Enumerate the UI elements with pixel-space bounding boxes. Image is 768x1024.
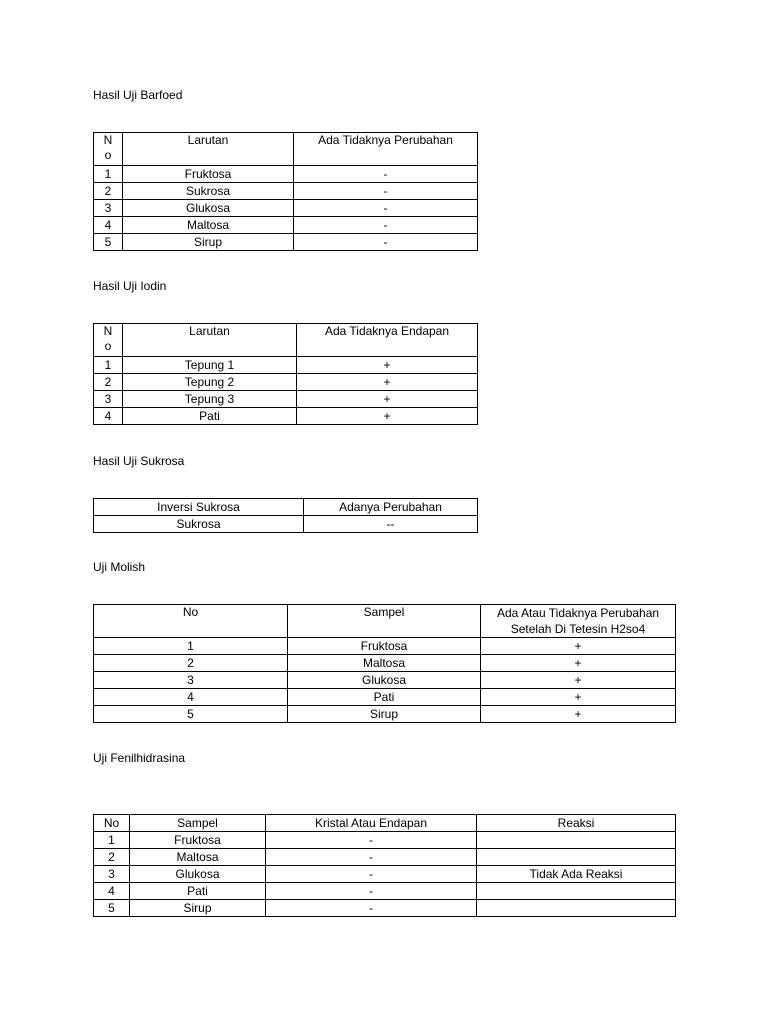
- cell-sampel: Glukosa: [288, 672, 481, 689]
- cell-sampel: Pati: [288, 689, 481, 706]
- header-no: N o: [94, 324, 123, 357]
- table-row: [94, 217, 478, 234]
- cell-larutan: Tepung 3: [123, 391, 297, 408]
- header-no: No: [94, 605, 288, 638]
- cell-larutan: Maltosa: [123, 217, 294, 234]
- table-header-row: [94, 133, 478, 166]
- cell-kristal: -: [266, 866, 477, 883]
- cell-result: +: [297, 374, 478, 391]
- cell-larutan: Sirup: [123, 234, 294, 251]
- cell-reaksi: Tidak Ada Reaksi: [477, 866, 676, 883]
- cell-result: +: [297, 408, 478, 425]
- cell-no: 2: [94, 655, 288, 672]
- cell-sampel: Maltosa: [288, 655, 481, 672]
- header-sampel: Sampel: [288, 605, 481, 638]
- header-sampel: Sampel: [130, 815, 266, 832]
- header-inversi: Inversi Sukrosa: [94, 499, 304, 516]
- cell-no: 4: [94, 408, 123, 425]
- table-row: [94, 832, 676, 849]
- cell-result: +: [297, 391, 478, 408]
- cell-no: 3: [94, 672, 288, 689]
- cell-no: 3: [94, 200, 123, 217]
- cell-no: 2: [94, 374, 123, 391]
- table-row: [94, 900, 676, 917]
- cell-no: 1: [94, 166, 123, 183]
- section-heading-sukrosa: Hasil Uji Sukrosa: [93, 454, 185, 468]
- cell-no: 1: [94, 638, 288, 655]
- section-heading-barfoed: Hasil Uji Barfoed: [93, 88, 183, 102]
- cell-result: +: [481, 672, 676, 689]
- header-endapan: Ada Tidaknya Endapan: [297, 324, 478, 357]
- table-row: [94, 689, 676, 706]
- cell-no: 2: [94, 849, 130, 866]
- cell-kristal: -: [266, 883, 477, 900]
- table-header-row: [94, 499, 478, 516]
- cell-larutan: Fruktosa: [123, 166, 294, 183]
- cell-no: 4: [94, 689, 288, 706]
- cell-result: +: [481, 706, 676, 723]
- header-perubahan: Ada Tidaknya Perubahan: [294, 133, 478, 166]
- table-sukrosa: [93, 498, 478, 533]
- cell-sampel: Fruktosa: [130, 832, 266, 849]
- section-heading-molish: Uji Molish: [93, 560, 146, 574]
- table-header-row: [94, 605, 676, 638]
- cell-no: 4: [94, 217, 123, 234]
- header-larutan: Larutan: [123, 133, 294, 166]
- cell-kristal: -: [266, 832, 477, 849]
- table-row: [94, 516, 478, 533]
- cell-no: 2: [94, 183, 123, 200]
- cell-reaksi: [477, 900, 676, 917]
- cell-sample: Sukrosa: [94, 516, 304, 533]
- table-row: [94, 883, 676, 900]
- table-header-row: [94, 324, 478, 357]
- header-perubahan: Ada Atau Tidaknya Perubahan Setelah Di Tetesin H2so4: [481, 605, 676, 638]
- table-row: [94, 234, 478, 251]
- cell-no: 4: [94, 883, 130, 900]
- table-row: [94, 706, 676, 723]
- cell-no: 5: [94, 900, 130, 917]
- cell-reaksi: [477, 883, 676, 900]
- table-barfoed: [93, 132, 478, 251]
- table-iodin: [93, 323, 478, 425]
- cell-larutan: Sukrosa: [123, 183, 294, 200]
- table-row: [94, 638, 676, 655]
- table-row: [94, 183, 478, 200]
- header-kristal: Kristal Atau Endapan: [266, 815, 477, 832]
- cell-reaksi: [477, 832, 676, 849]
- table-row: [94, 408, 478, 425]
- cell-no: 3: [94, 391, 123, 408]
- cell-result: +: [481, 689, 676, 706]
- table-molish: [93, 604, 676, 723]
- header-no: N o: [94, 133, 123, 166]
- header-reaksi: Reaksi: [477, 815, 676, 832]
- cell-sampel: Sirup: [130, 900, 266, 917]
- cell-sampel: Fruktosa: [288, 638, 481, 655]
- cell-sampel: Sirup: [288, 706, 481, 723]
- cell-larutan: Pati: [123, 408, 297, 425]
- table-row: [94, 200, 478, 217]
- table-row: [94, 849, 676, 866]
- cell-result: -: [294, 200, 478, 217]
- cell-sampel: Maltosa: [130, 849, 266, 866]
- cell-larutan: Glukosa: [123, 200, 294, 217]
- cell-no: 1: [94, 357, 123, 374]
- cell-larutan: Tepung 2: [123, 374, 297, 391]
- table-row: [94, 866, 676, 883]
- header-perubahan: Adanya Perubahan: [304, 499, 478, 516]
- cell-larutan: Tepung 1: [123, 357, 297, 374]
- cell-kristal: -: [266, 900, 477, 917]
- cell-result: +: [481, 655, 676, 672]
- cell-reaksi: [477, 849, 676, 866]
- table-row: [94, 672, 676, 689]
- cell-no: 5: [94, 234, 123, 251]
- cell-result: -: [294, 166, 478, 183]
- section-heading-iodin: Hasil Uji Iodin: [93, 279, 167, 293]
- header-larutan: Larutan: [123, 324, 297, 357]
- cell-no: 3: [94, 866, 130, 883]
- cell-no: 5: [94, 706, 288, 723]
- cell-sampel: Pati: [130, 883, 266, 900]
- cell-kristal: -: [266, 849, 477, 866]
- table-row: [94, 374, 478, 391]
- cell-result: -: [294, 183, 478, 200]
- table-header-row: [94, 815, 676, 832]
- cell-result: +: [481, 638, 676, 655]
- cell-result: -: [294, 217, 478, 234]
- table-row: [94, 166, 478, 183]
- cell-result: -: [294, 234, 478, 251]
- table-row: [94, 357, 478, 374]
- table-row: [94, 391, 478, 408]
- table-fenilhidrasina: [93, 814, 676, 917]
- cell-result: +: [297, 357, 478, 374]
- cell-sampel: Glukosa: [130, 866, 266, 883]
- table-row: [94, 655, 676, 672]
- cell-result: --: [304, 516, 478, 533]
- header-no: No: [94, 815, 130, 832]
- section-heading-fenilhidrasina: Uji Fenilhidrasina: [93, 751, 186, 765]
- cell-no: 1: [94, 832, 130, 849]
